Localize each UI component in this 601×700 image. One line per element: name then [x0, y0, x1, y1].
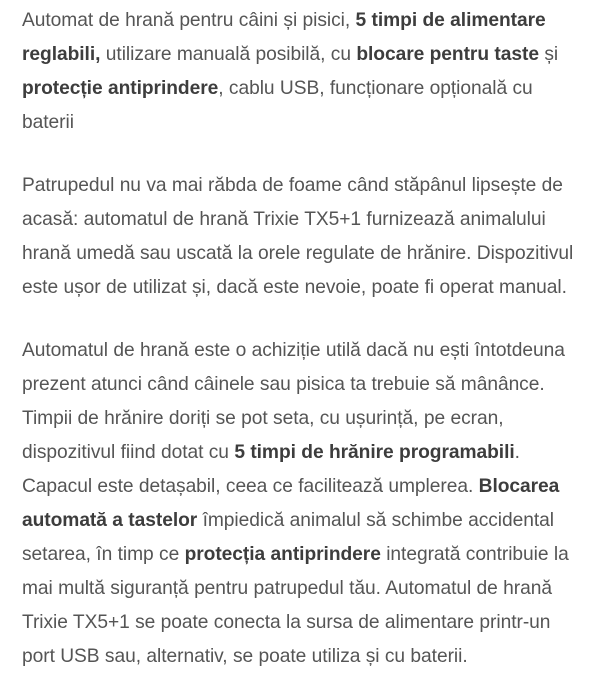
- emphasis-text: Blocarea automată a tastelor: [22, 476, 560, 531]
- emphasis-text: protecție antiprindere: [22, 78, 219, 99]
- paragraph-intro: Patrupedul nu va mai răbda de foame când stăpânul lipsește de acasă: automatul de hrană Trixie TX5+1 furnizează animalului hrană umedă sau uscată la orele regulate de hrănire. Dispozitivul este ușor de utilizat și, dacă este nevoie, poate fi operat manual.: [22, 175, 574, 298]
- emphasis-text: 5 timpi de hrănire programabili: [234, 442, 515, 463]
- paragraph-summary: Automat de hrană pentru câini și pisici, 5 timpi de alimentare reglabili, utilizare manuală posibilă, cu blocare pentru taste și protecție antiprindere, cablu USB, funcționare opțională cu baterii: [22, 10, 559, 133]
- emphasis-text: blocare pentru taste: [356, 44, 539, 65]
- emphasis-text: 5 timpi de alimentare reglabili,: [22, 10, 546, 65]
- emphasis-text: protecția antiprindere: [184, 544, 381, 565]
- paragraph-details: Automatul de hrană este o achiziție utilă dacă nu ești întotdeuna prezent atunci când câinele sau pisica ta trebuie să mânânce. Timpii de hrănire doriți se pot seta, cu ușurință, pe ecran, dispozitivul fiind dotat cu 5 timpi de hrănire programabili. Capacul este detașabil, ceea ce facilitează umplerea. Blocarea automată a tastelor împiedică animalul să schimbe accidental setarea, în timp ce protecția antiprindere integrată contribuie la mai multă siguranță pentru patrupedul tău. Automatul de hrană Trixie TX5+1 se poate conecta la sursa de alimentare printr-un port USB sau, alternativ, se poate utiliza și cu baterii.: [22, 340, 569, 667]
